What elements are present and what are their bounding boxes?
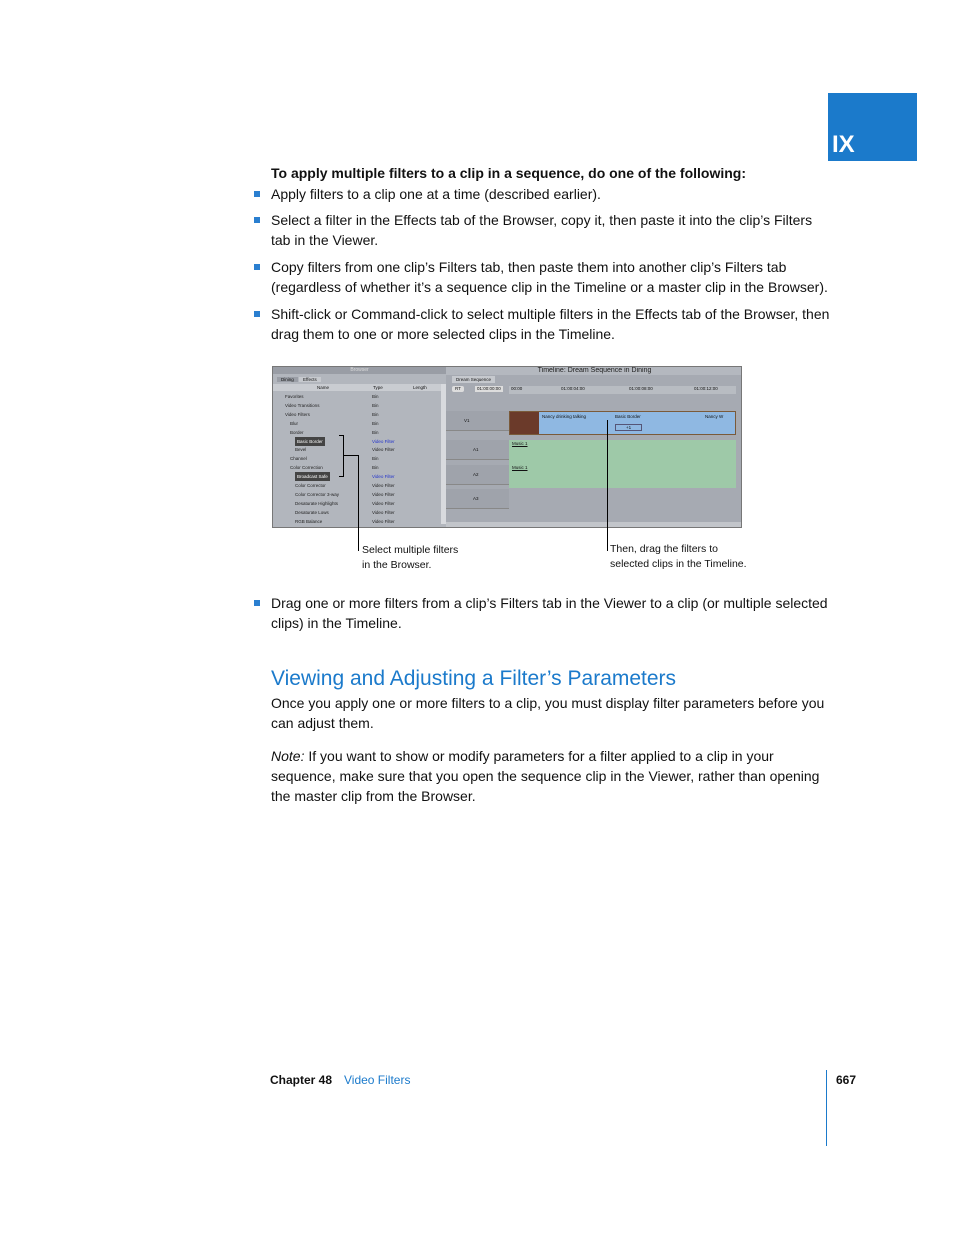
page-number: 667: [836, 1073, 857, 1087]
row-name: Video Transitions: [285, 402, 320, 408]
timeline-window: [446, 367, 742, 528]
row-type: Video Filter: [372, 438, 395, 444]
row-name: Desaturate Highlights: [295, 500, 339, 506]
row-type: Video Filter: [372, 518, 395, 524]
browser-window: [273, 367, 446, 528]
drag-count: +1: [615, 424, 642, 431]
ruler-tick: 01:00:04:00: [561, 386, 585, 391]
ruler-tick: 01:00:08:00: [629, 386, 653, 391]
row-name: Color Corrector 3-way: [295, 491, 340, 497]
track-header-a3[interactable]: A3: [446, 489, 509, 509]
row-name: Border: [290, 429, 304, 435]
bullet-item: Copy filters from one clip’s Filters tab, then paste them into another clip’s Filters tab (regardless of whether it’s a sequence clip in the Timeline or a master clip in the Browser).: [271, 259, 828, 295]
footer-chapter: Chapter 48: [270, 1073, 333, 1087]
row-name: Color Correction: [290, 465, 323, 471]
row-type: Bin: [372, 429, 379, 435]
row-name: Basic Border: [297, 438, 323, 444]
row-type: Bin: [372, 456, 379, 462]
body-paragraph: Once you apply one or more filters to a clip, you must display filter parameters before you can adjust them.: [271, 695, 825, 731]
row-name: Bevel: [295, 447, 307, 453]
bullet-icon: [254, 191, 260, 197]
caption-browser: Select multiple filters in the Browser.: [362, 544, 459, 571]
section-heading: Viewing and Adjusting a Filter’s Parameters: [271, 667, 677, 690]
row-type: Bin: [372, 465, 379, 471]
row-type: Video Filter: [372, 447, 395, 453]
track-header-a2[interactable]: A2: [446, 465, 509, 485]
timecode-field[interactable]: 01:00:00:00: [477, 386, 501, 391]
browser-row[interactable]: [273, 410, 443, 419]
bullet-item: Apply filters to a clip one at a time (described earlier).: [271, 186, 601, 202]
ruler[interactable]: [509, 386, 736, 394]
tab-dream-sequence[interactable]: Dream Sequence: [452, 376, 495, 383]
row-name: Blur: [290, 420, 299, 426]
ruler-tick: 00:00: [511, 386, 523, 391]
dragged-filter: Basic Border: [615, 414, 641, 419]
row-type: Bin: [372, 394, 379, 399]
row-name: RGB Balance: [295, 518, 323, 524]
browser-title: Browser: [273, 367, 446, 374]
row-type: Bin: [372, 402, 379, 408]
column-name[interactable]: Name: [317, 385, 330, 390]
track-header-v1[interactable]: V1: [446, 411, 509, 431]
clip-name: Nancy drinking talking: [542, 414, 587, 419]
row-name: Desaturate Lows: [295, 509, 329, 515]
bullet-item: Select a filter in the Effects tab of the Browser, copy it, then paste it into the clip’s Filters tab in the Viewer.: [271, 212, 813, 248]
caption-timeline: Then, drag the filters to selected clips in the Timeline.: [610, 543, 747, 570]
browser-row[interactable]: [273, 419, 443, 428]
row-type: Video Filter: [372, 474, 395, 480]
video-clip[interactable]: [509, 411, 736, 435]
bullet-item: Shift-click or Command-click to select multiple filters in the Effects tab of the Browser, then drag them to one or more selected clips in the Timeline.: [271, 306, 830, 342]
column-length[interactable]: Length: [413, 385, 427, 390]
bullet-icon: [254, 311, 260, 317]
timeline-title: Timeline: Dream Sequence in Dining: [446, 367, 742, 375]
clip-thumbnail: [510, 412, 539, 434]
row-type: Video Filter: [372, 491, 395, 497]
bullet-icon: [254, 264, 260, 270]
browser-row[interactable]: [273, 445, 443, 454]
rt-menu[interactable]: RT: [452, 386, 464, 392]
note-label: Note:: [271, 748, 305, 764]
row-name: Color Corrector: [295, 483, 326, 488]
browser-row[interactable]: [273, 392, 443, 401]
part-tab: [828, 93, 917, 161]
track-header-a1[interactable]: A1: [446, 440, 509, 460]
part-number: IX: [832, 131, 855, 158]
browser-row[interactable]: [273, 401, 443, 410]
intro-heading: To apply multiple filters to a clip in a sequence, do one of the following:: [271, 165, 746, 181]
note-paragraph: [271, 746, 831, 806]
row-type: Video Filter: [372, 509, 395, 515]
ruler-tick: 01:00:12:00: [694, 386, 718, 391]
row-type: Bin: [372, 420, 379, 426]
tab-effects[interactable]: Effects: [299, 377, 321, 382]
row-type: Video Filter: [372, 483, 395, 488]
row-name: Broadcast Safe: [297, 474, 328, 480]
bullet-icon: [254, 600, 260, 606]
note-text: If you want to show or modify parameters for a filter applied to a clip in your sequence, make sure that you open the sequence clip in the Viewer, rather than opening the master clip from the Browser.: [271, 748, 820, 804]
timeline-scrollbar[interactable]: [446, 522, 742, 528]
browser-row[interactable]: [273, 437, 443, 446]
column-type[interactable]: Type: [373, 385, 383, 390]
tab-dining[interactable]: Dining: [277, 377, 298, 382]
footer-chapter-link[interactable]: Video Filters: [344, 1073, 411, 1087]
row-type: Bin: [372, 411, 379, 417]
browser-row[interactable]: [273, 428, 443, 437]
footer-divider: [826, 1070, 827, 1146]
row-name: Favorites: [285, 394, 304, 399]
bullet-item: Drag one or more filters from a clip’s Filters tab in the Viewer to a clip (or multiple selected clips) in the Timeline.: [271, 595, 828, 631]
row-name: Video Filters: [285, 411, 310, 417]
row-type: Video Filter: [372, 500, 395, 506]
row-name: Channel: [290, 456, 307, 462]
next-clip[interactable]: Nancy W: [705, 414, 724, 419]
audio-clip[interactable]: Music 1 Music 1: [509, 440, 736, 488]
bullet-icon: [254, 217, 260, 223]
